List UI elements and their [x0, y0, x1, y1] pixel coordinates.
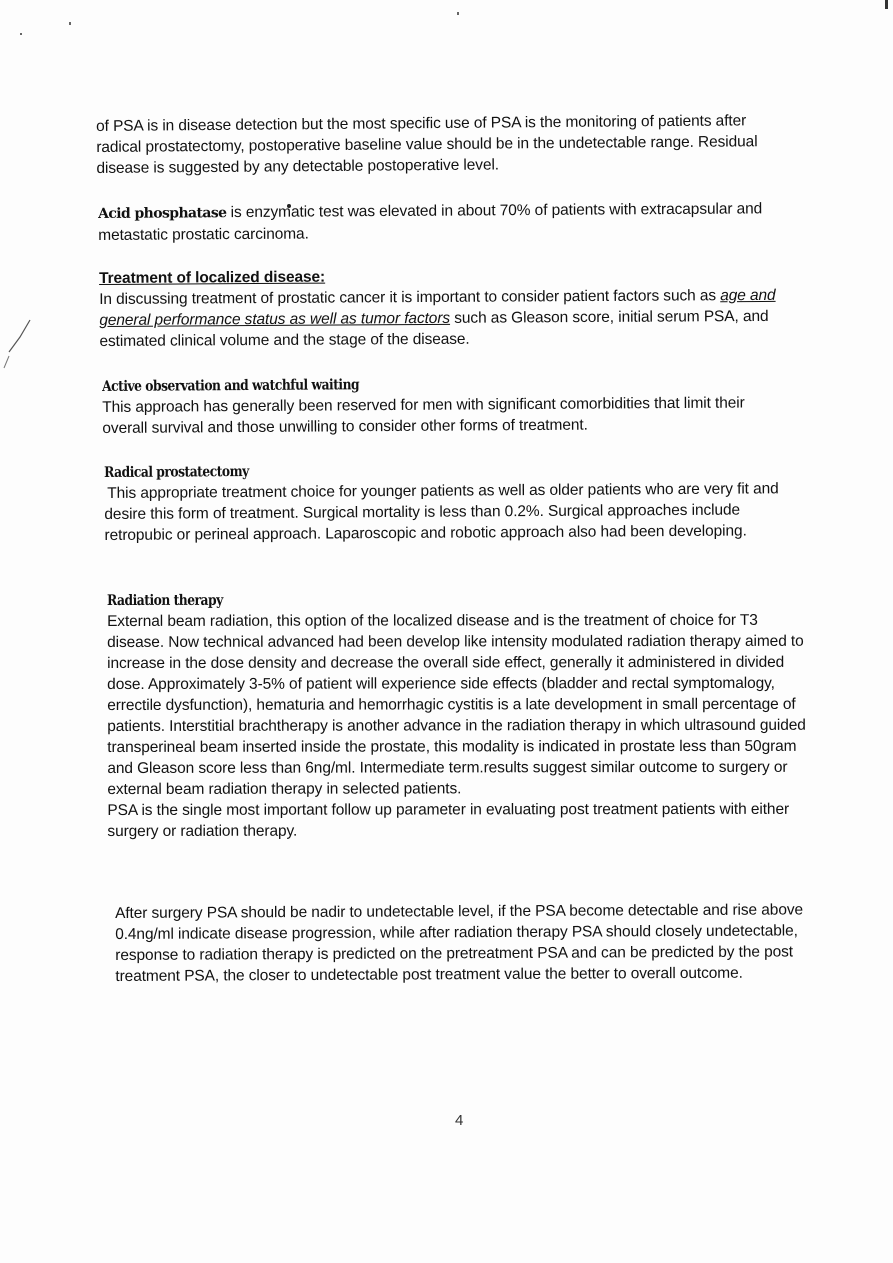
scan-speck: [457, 12, 459, 15]
acid-phosphatase-term: Acid phosphatase: [98, 205, 227, 222]
observation-paragraph: This approach has generally been reserved for men with significant comorbidities that limit their overall survival and those unwilling to consider other forms of treatment.: [102, 394, 745, 437]
intro-section: [96, 110, 769, 179]
psa-followup-paragraph: PSA is the single most important follow up parameter in evaluating post treatment patients with either surgery or radiation therapy.: [107, 800, 790, 840]
localized-disease-heading: Treatment of localized disease:: [99, 268, 326, 287]
localized-emphasis: age and general performance status as well as tumor factors: [99, 286, 776, 329]
acid-phosphatase-paragraph: [98, 198, 770, 246]
radiation-section: [107, 589, 807, 842]
after-surgery-paragraph: After surgery PSA should be nadir to undetectable level, if the PSA become detectable and rise above 0.4ng/ml indicate disease progression, while after radiation therapy PSA should closely undetectable, response to radiation therapy is predicted on the pretreatment PSA and can be predicted by the post treatment PSA, the closer to undetectable post treatment value the better to overall outcome.: [115, 901, 804, 985]
prostatectomy-paragraph: This appropriate treatment choice for younger patients as well as older patients who are very fit and desire this form of treatment. Surgical mortality is less than 0.2%. Surgical approaches include retropubic or perineal approach. Laparoscopic and robotic approach also had been developing.: [104, 480, 779, 544]
radiation-heading: Radiation therapy: [107, 591, 223, 609]
intro-paragraph: of PSA is in disease detection but the most specific use of PSA is the monitoring of patients after radical prostatectomy, postoperative baseline value should be in the undetectable range. Residual disease is suggested by any detectable postoperative level.: [96, 112, 758, 177]
radiation-paragraph: External beam radiation, this option of the localized disease and is the treatment of choice for T3 disease. Now technical advanced had been develop like intensity modulated radiation therapy aimed to increase in the dose density and decrease the overall side effect, generally it administered in divided dose. Approximately 3-5% of patient will experience side effects (bladder and rectal symptomalogy, errectile dysfunction), hematuria and hemorrhagic cystitis is a late development in small percentage of patients. Interstitial brachtherapy is another advance in the radiation therapy in which ultrasound guided transperineal beam inserted inside the prostate, this modality is indicated in prostate less than 50gram and Gleason score less than 6ng/ml. Intermediate term.results suggest similar outcome to surgery or external beam radiation therapy in selected patients.: [107, 611, 806, 798]
prostatectomy-section: [104, 457, 805, 546]
localized-text-end: such as Gleason score, initial serum PSA, and estimated clinical volume and the stage of the disease.: [99, 307, 769, 350]
acid-phosphatase-text: is enzymatic test was elevated in about 70% of patients with extracapsular and metastatic prostatic carcinoma.: [98, 200, 763, 244]
prostatectomy-heading: Radical prostatectomy: [104, 462, 249, 481]
scan-speck: [885, 0, 888, 9]
localized-text-start: In discussing treatment of prostatic cancer it is important to consider patient factors such as: [99, 287, 721, 308]
observation-heading: Active observation and watchful waiting: [102, 376, 360, 395]
localized-disease-paragraph: [99, 285, 799, 352]
scan-speck: [69, 22, 71, 25]
acid-phosphatase-section: [98, 198, 770, 246]
after-surgery-section: [115, 899, 805, 987]
observation-section: [102, 371, 792, 439]
localized-disease-section: [99, 264, 800, 352]
scan-speck: [20, 33, 22, 35]
page-number: 4: [455, 1112, 464, 1129]
